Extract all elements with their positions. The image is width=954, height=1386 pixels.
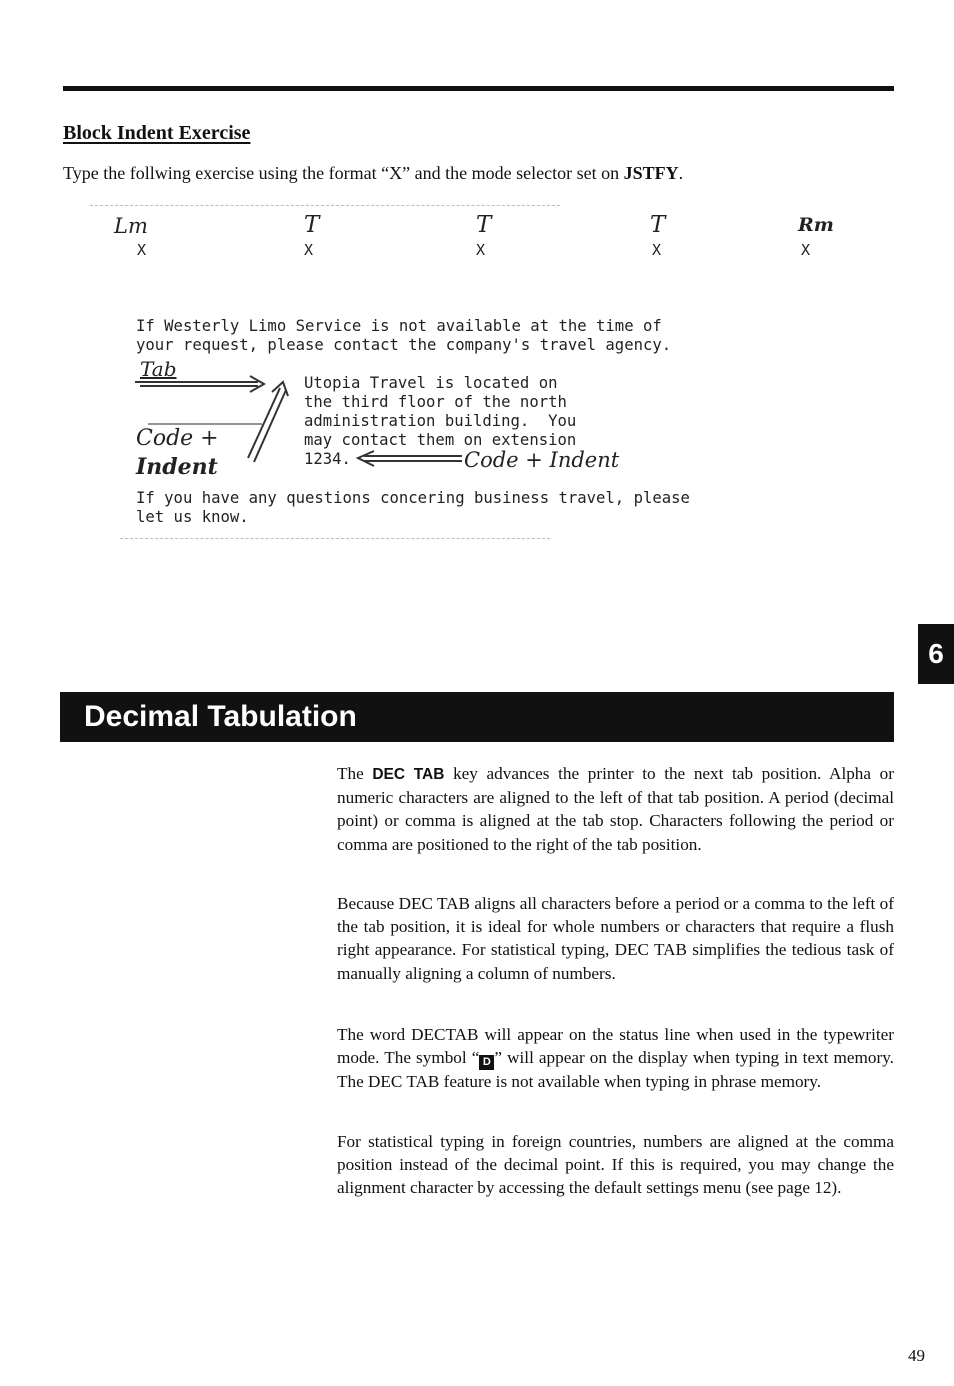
chapter-tab: 6 bbox=[918, 624, 954, 684]
dec-tab-symbol-icon: D bbox=[479, 1055, 494, 1070]
left-margin-mark: Lm bbox=[114, 214, 148, 238]
annotation-code-indent: Code + Indent bbox=[464, 448, 620, 472]
format-x-4: X bbox=[652, 241, 662, 259]
format-x-1: X bbox=[137, 241, 147, 259]
exercise-instructions: Type the follwing exercise using the format “X” and the mode selector set on JSTFY. bbox=[63, 163, 684, 183]
format-line-rule bbox=[90, 205, 560, 206]
section-banner bbox=[60, 692, 894, 742]
page-number: 49 bbox=[908, 1346, 925, 1365]
exercise-indented-block: Utopia Travel is located on the third floor of the north administration building. You may contact them on extension 1234. bbox=[304, 374, 577, 468]
annotation-tab: Tab bbox=[140, 357, 177, 381]
exercise-paragraph-1: If Westerly Limo Service is not available at the time of your request, please contact the company's travel agency. bbox=[136, 317, 672, 354]
paragraph-alignment: Because DEC TAB aligns all characters before a period or a comma to the left of the tab position, it is ideal for whole numbers or characters that require a flush right appearance. For statistical typing, DEC TAB simplifies the tedious task of manually aligning a column of numbers. bbox=[337, 894, 894, 983]
format-x-5: X bbox=[801, 241, 811, 259]
top-rule bbox=[63, 86, 894, 91]
bottom-rule bbox=[120, 538, 550, 539]
paragraph-status-line: The word DECTAB will appear on the status line when used in the typewriter mode. The symbol “ D ” will appear on the display when typing in text memory. The DEC TAB feature is not available when typing in phrase memory. bbox=[337, 1025, 894, 1092]
format-x-3: X bbox=[476, 241, 486, 259]
right-margin-mark: Rm bbox=[798, 214, 834, 236]
paragraph-dec-tab-key: The DEC TAB key advances the printer to the next tab position. Alpha or numeric characters are aligned to the left of that tab position. A period (decimal point) or comma is aligned at the tab stop. Characters following the period or comma are positioned to the right of the tab position. bbox=[337, 764, 894, 854]
format-x-2: X bbox=[304, 241, 314, 259]
section-title: Block Indent Exercise bbox=[63, 122, 251, 144]
tab-stop-mark-2: T bbox=[476, 212, 492, 238]
tab-stop-mark-3: T bbox=[650, 212, 666, 238]
annotation-code: Code + bbox=[136, 426, 219, 451]
paragraph-foreign: For statistical typing in foreign countries, numbers are aligned at the comma position instead of the decimal point. If this is required, you may change the alignment character by accessing the default settings menu (see page 12). bbox=[337, 1132, 894, 1198]
exercise-sample bbox=[90, 200, 850, 550]
exercise-paragraph-3: If you have any questions concering business travel, please let us know. bbox=[136, 489, 690, 526]
section-heading: Decimal Tabulation bbox=[84, 700, 357, 733]
annotation-indent: Indent bbox=[136, 454, 218, 480]
return-arrow bbox=[352, 448, 472, 470]
tab-stop-mark-1: T bbox=[304, 212, 320, 238]
